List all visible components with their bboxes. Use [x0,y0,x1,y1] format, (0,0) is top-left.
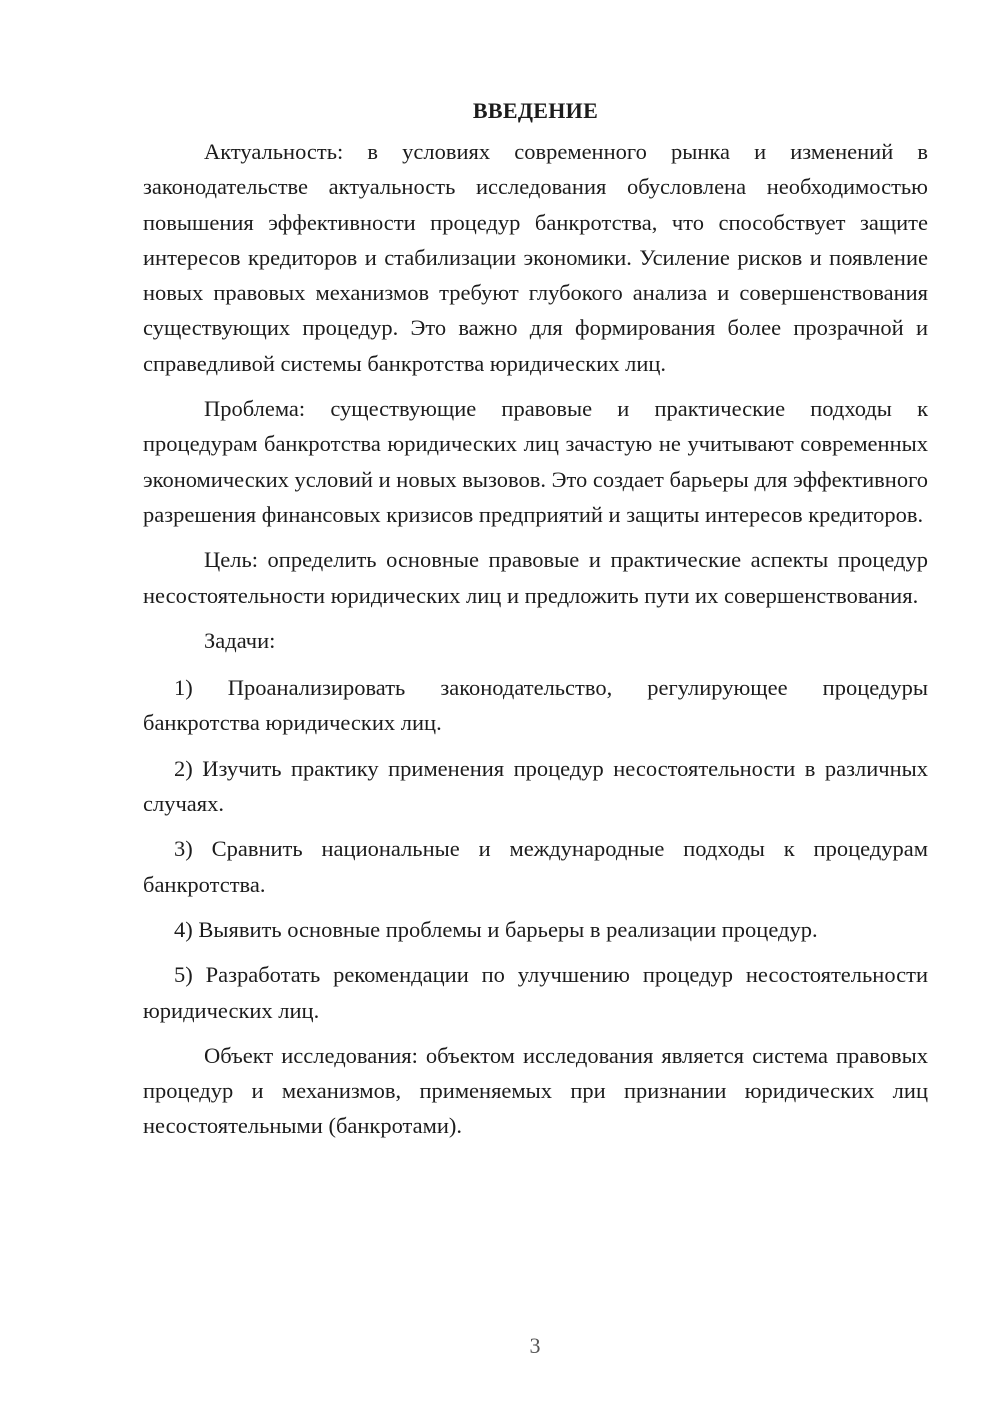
task-item: 2) Изучить практику применения процедур несостоятельности в различных случаях. [143,755,928,817]
document-page [143,94,928,1154]
tasks-list [143,670,928,1028]
relevance-paragraph: Актуальность: в условиях современного рынка и изменений в законодательстве актуальность исследования обусловлена необходимостью повышения эффективности процедур банкротства, что способствует защите интересов кредиторов и стабилизации экономики. Усиление рисков и появление новых правовых механизмов требуют глубокого анализа и совершенствования существующих процедур. Это важно для формирования более прозрачной и справедливой системы банкротства юридических лиц. [143,139,928,376]
task-item: 1) Проанализировать законодательство, регулирующее процедуры банкротства юридических лиц. [143,675,928,736]
problem-paragraph: Проблема: существующие правовые и практические подходы к процедурам банкротства юридических лиц зачастую не учитывают современных экономических условий и новых вызовов. Это создает барьеры для эффективного разрешения финансовых кризисов предприятий и защиты интересов кредиторов. [143,396,928,527]
task-item: 5) Разработать рекомендации по улучшению процедур несостоятельности юридических лиц. [143,962,928,1023]
tasks-label: Задачи: [204,627,276,653]
page-number: 3 [529,1333,541,1358]
task-item: 4) Выявить основные проблемы и барьеры в реализации процедур. [174,916,818,942]
goal-paragraph: Цель: определить основные правовые и практические аспекты процедур несостоятельности юридических лиц и предложить пути их совершенствования. [143,547,928,608]
task-item: 3) Сравнить национальные и международные подходы к процедурам банкротства. [143,836,928,897]
object-paragraph: Объект исследования: объектом исследования является система правовых процедур и механизмов, применяемых при признании юридических лиц несостоятельными (банкротами). [143,1042,928,1139]
section-title: ВВЕДЕНИЕ [472,98,599,123]
